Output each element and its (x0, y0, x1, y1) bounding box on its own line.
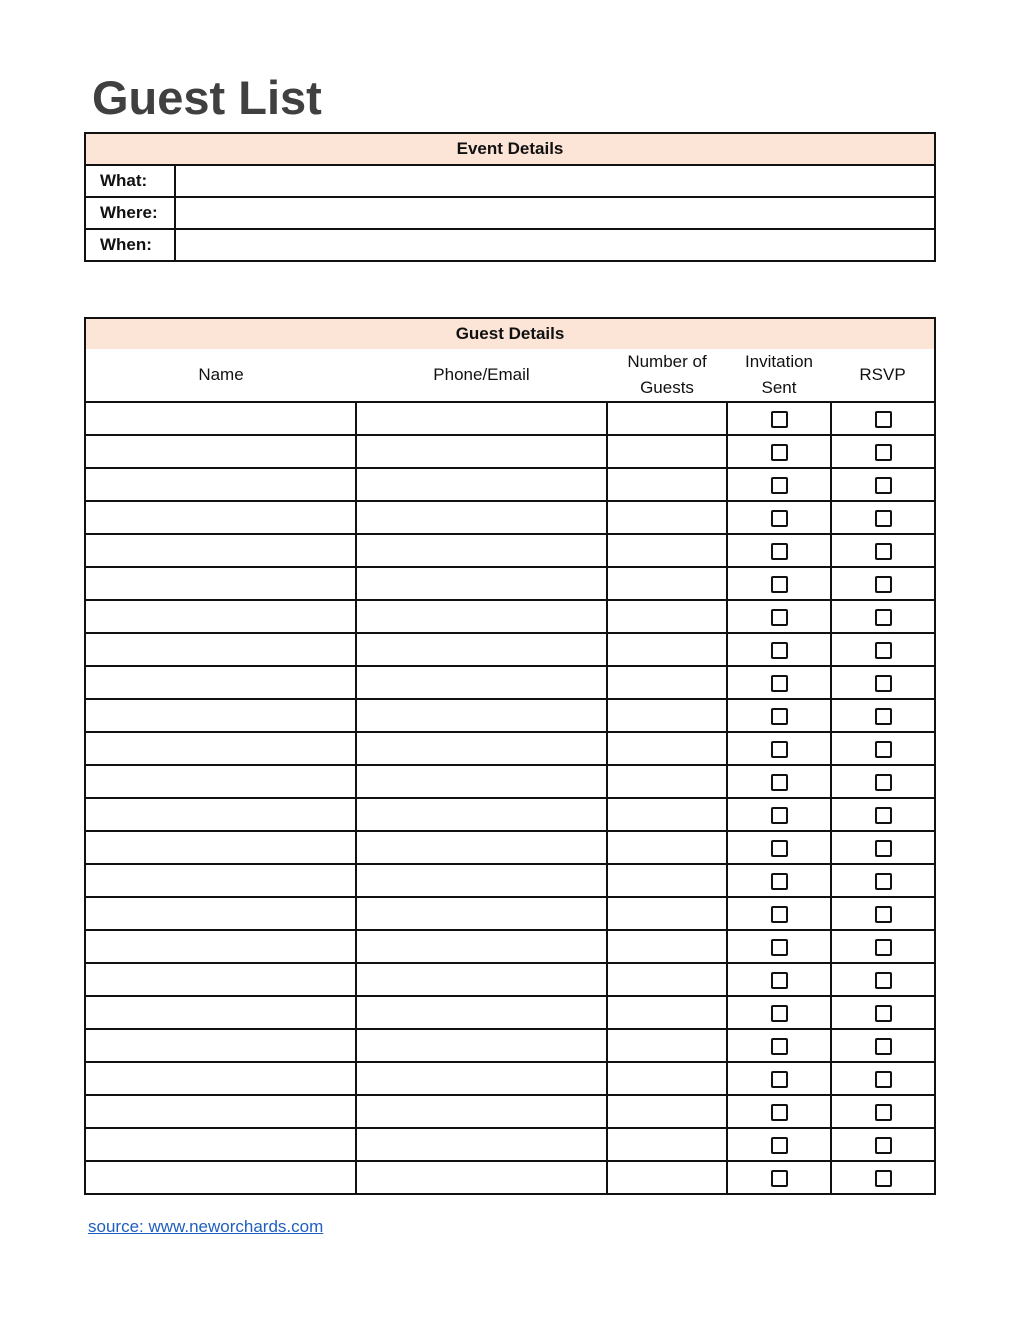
guest-contact-cell[interactable] (356, 1095, 607, 1128)
table-row (85, 435, 935, 468)
invitation-sent-checkbox[interactable] (771, 873, 788, 890)
column-header-guest-count-line1: Number of (627, 352, 707, 371)
guest-contact-cell[interactable] (356, 435, 607, 468)
guest-count-cell[interactable] (607, 501, 727, 534)
guest-count-cell[interactable] (607, 864, 727, 897)
rsvp-checkbox[interactable] (875, 774, 892, 791)
guest-count-cell[interactable] (607, 798, 727, 831)
rsvp-checkbox[interactable] (875, 642, 892, 659)
rsvp-cell (831, 468, 935, 501)
guest-count-cell[interactable] (607, 1062, 727, 1095)
invitation-sent-cell (727, 501, 831, 534)
rsvp-checkbox[interactable] (875, 972, 892, 989)
rsvp-cell (831, 1095, 935, 1128)
guest-contact-cell[interactable] (356, 864, 607, 897)
guest-count-cell[interactable] (607, 930, 727, 963)
guest-count-cell[interactable] (607, 1161, 727, 1194)
invitation-sent-cell (727, 798, 831, 831)
table-row (85, 765, 935, 798)
where-label: Where: (85, 197, 175, 229)
rsvp-cell (831, 402, 935, 435)
rsvp-cell (831, 897, 935, 930)
invitation-sent-checkbox[interactable] (771, 477, 788, 494)
invitation-sent-checkbox[interactable] (771, 807, 788, 824)
guest-count-cell[interactable] (607, 633, 727, 666)
rsvp-checkbox[interactable] (875, 543, 892, 560)
table-row (85, 666, 935, 699)
table-row (85, 1095, 935, 1128)
rsvp-checkbox[interactable] (875, 675, 892, 692)
invitation-sent-checkbox[interactable] (771, 972, 788, 989)
rsvp-checkbox[interactable] (875, 411, 892, 428)
invitation-sent-cell (727, 633, 831, 666)
invitation-sent-cell (727, 1095, 831, 1128)
rsvp-cell (831, 1029, 935, 1062)
guest-contact-cell[interactable] (356, 1161, 607, 1194)
guest-contact-cell[interactable] (356, 468, 607, 501)
rsvp-cell (831, 765, 935, 798)
column-header-contact (356, 349, 607, 402)
rsvp-cell (831, 666, 935, 699)
guest-name-cell[interactable] (85, 402, 356, 435)
invitation-sent-cell (727, 897, 831, 930)
guest-contact-cell[interactable] (356, 1062, 607, 1095)
rsvp-cell (831, 996, 935, 1029)
invitation-sent-cell (727, 765, 831, 798)
table-row (85, 633, 935, 666)
guest-name-cell[interactable] (85, 1029, 356, 1062)
guest-name-cell[interactable] (85, 1095, 356, 1128)
guest-name-cell[interactable] (85, 1128, 356, 1161)
rsvp-cell (831, 1062, 935, 1095)
guest-details-table (84, 317, 936, 1195)
invitation-sent-checkbox[interactable] (771, 543, 788, 560)
column-header-invitation-sent (727, 349, 831, 402)
guest-count-cell[interactable] (607, 732, 727, 765)
guest-count-cell[interactable] (607, 567, 727, 600)
guest-name-cell[interactable] (85, 435, 356, 468)
guest-name-cell[interactable] (85, 798, 356, 831)
guest-contact-cell[interactable] (356, 798, 607, 831)
rsvp-cell (831, 699, 935, 732)
rsvp-checkbox[interactable] (875, 840, 892, 857)
table-row (85, 930, 935, 963)
rsvp-cell (831, 435, 935, 468)
page-title: Guest List (92, 71, 322, 124)
invitation-sent-checkbox[interactable] (771, 741, 788, 758)
invitation-sent-cell (727, 402, 831, 435)
invitation-sent-checkbox[interactable] (771, 1071, 788, 1088)
rsvp-checkbox[interactable] (875, 807, 892, 824)
rsvp-cell (831, 600, 935, 633)
guest-count-cell[interactable] (607, 897, 727, 930)
invitation-sent-checkbox[interactable] (771, 444, 788, 461)
guest-count-cell[interactable] (607, 765, 727, 798)
source-link[interactable]: source: www.neworchards.com (88, 1217, 324, 1236)
guest-contact-cell[interactable] (356, 666, 607, 699)
invitation-sent-cell (727, 1128, 831, 1161)
rsvp-checkbox[interactable] (875, 1137, 892, 1154)
where-field[interactable] (175, 197, 935, 229)
table-row (85, 1062, 935, 1095)
invitation-sent-checkbox[interactable] (771, 510, 788, 527)
rsvp-cell (831, 798, 935, 831)
invitation-sent-cell (727, 1029, 831, 1062)
guest-name-cell[interactable] (85, 765, 356, 798)
guest-contact-cell[interactable] (356, 963, 607, 996)
rsvp-cell (831, 1161, 935, 1194)
rsvp-checkbox[interactable] (875, 873, 892, 890)
rsvp-cell (831, 732, 935, 765)
guest-name-cell[interactable] (85, 963, 356, 996)
rsvp-checkbox[interactable] (875, 576, 892, 593)
column-header-guest-count (607, 349, 727, 402)
table-row (85, 501, 935, 534)
table-row (85, 402, 935, 435)
table-row (85, 1128, 935, 1161)
guest-contact-cell[interactable] (356, 567, 607, 600)
guest-contact-cell[interactable] (356, 1029, 607, 1062)
invitation-sent-cell (727, 1161, 831, 1194)
guest-contact-cell[interactable] (356, 534, 607, 567)
guest-count-cell[interactable] (607, 666, 727, 699)
column-header-rsvp (831, 349, 935, 402)
guest-details-header: Guest Details (85, 318, 935, 349)
rsvp-checkbox[interactable] (875, 609, 892, 626)
invitation-sent-checkbox[interactable] (771, 1038, 788, 1055)
invitation-sent-checkbox[interactable] (771, 1137, 788, 1154)
invitation-sent-cell (727, 996, 831, 1029)
rsvp-checkbox[interactable] (875, 939, 892, 956)
column-header-name-line1: Name (198, 365, 244, 384)
table-row (85, 732, 935, 765)
guest-name-cell[interactable] (85, 831, 356, 864)
invitation-sent-checkbox[interactable] (771, 708, 788, 725)
table-row (85, 897, 935, 930)
guest-count-cell[interactable] (607, 996, 727, 1029)
rsvp-cell (831, 1128, 935, 1161)
invitation-sent-checkbox[interactable] (771, 774, 788, 791)
invitation-sent-checkbox[interactable] (771, 1170, 788, 1187)
guest-count-cell[interactable] (607, 699, 727, 732)
when-label: When: (85, 229, 175, 261)
guest-name-cell[interactable] (85, 1161, 356, 1194)
invitation-sent-checkbox[interactable] (771, 840, 788, 857)
table-row (85, 534, 935, 567)
invitation-sent-cell (727, 864, 831, 897)
invitation-sent-checkbox[interactable] (771, 576, 788, 593)
table-row (85, 1029, 935, 1062)
column-header-contact-line1: Phone/Email (433, 365, 530, 384)
invitation-sent-checkbox[interactable] (771, 939, 788, 956)
guest-count-cell[interactable] (607, 435, 727, 468)
table-row (85, 1161, 935, 1194)
guest-name-cell[interactable] (85, 633, 356, 666)
when-field[interactable] (175, 229, 935, 261)
invitation-sent-checkbox[interactable] (771, 1005, 788, 1022)
invitation-sent-cell (727, 699, 831, 732)
table-row (85, 798, 935, 831)
invitation-sent-cell (727, 600, 831, 633)
guest-count-cell[interactable] (607, 1095, 727, 1128)
guest-name-cell[interactable] (85, 897, 356, 930)
invitation-sent-checkbox[interactable] (771, 411, 788, 428)
guest-count-cell[interactable] (607, 1128, 727, 1161)
invitation-sent-cell (727, 1062, 831, 1095)
invitation-sent-checkbox[interactable] (771, 1104, 788, 1121)
guest-name-cell[interactable] (85, 567, 356, 600)
guest-count-cell[interactable] (607, 1029, 727, 1062)
guest-count-cell[interactable] (607, 402, 727, 435)
guest-name-cell[interactable] (85, 468, 356, 501)
rsvp-checkbox[interactable] (875, 1071, 892, 1088)
rsvp-checkbox[interactable] (875, 510, 892, 527)
invitation-sent-cell (727, 930, 831, 963)
rsvp-checkbox[interactable] (875, 741, 892, 758)
rsvp-checkbox[interactable] (875, 1104, 892, 1121)
guest-contact-cell[interactable] (356, 732, 607, 765)
column-header-name (85, 349, 356, 402)
guest-count-cell[interactable] (607, 600, 727, 633)
rsvp-cell (831, 567, 935, 600)
table-row (85, 831, 935, 864)
guest-contact-cell[interactable] (356, 600, 607, 633)
rsvp-cell (831, 831, 935, 864)
event-details-table (84, 132, 936, 262)
guest-name-cell[interactable] (85, 501, 356, 534)
rsvp-cell (831, 864, 935, 897)
invitation-sent-cell (727, 963, 831, 996)
table-row (85, 699, 935, 732)
guest-name-cell[interactable] (85, 699, 356, 732)
guest-contact-cell[interactable] (356, 501, 607, 534)
what-field[interactable] (175, 165, 935, 197)
table-row (85, 468, 935, 501)
guest-count-cell[interactable] (607, 468, 727, 501)
guest-count-cell[interactable] (607, 534, 727, 567)
guest-contact-cell[interactable] (356, 402, 607, 435)
rsvp-checkbox[interactable] (875, 1170, 892, 1187)
rsvp-cell (831, 633, 935, 666)
column-header-guest-count-line2: Guests (640, 378, 694, 397)
rsvp-checkbox[interactable] (875, 477, 892, 494)
guest-contact-cell[interactable] (356, 1128, 607, 1161)
guest-rows (85, 402, 935, 1194)
rsvp-checkbox[interactable] (875, 906, 892, 923)
invitation-sent-cell (727, 666, 831, 699)
invitation-sent-cell (727, 468, 831, 501)
invitation-sent-cell (727, 732, 831, 765)
guest-name-cell[interactable] (85, 996, 356, 1029)
rsvp-checkbox[interactable] (875, 444, 892, 461)
rsvp-cell (831, 501, 935, 534)
rsvp-checkbox[interactable] (875, 708, 892, 725)
rsvp-cell (831, 963, 935, 996)
guest-name-cell[interactable] (85, 1062, 356, 1095)
column-header-invitation-sent-line2: Sent (761, 378, 797, 397)
guest-name-cell[interactable] (85, 930, 356, 963)
table-row (85, 996, 935, 1029)
rsvp-cell (831, 534, 935, 567)
invitation-sent-checkbox[interactable] (771, 642, 788, 659)
guest-count-cell[interactable] (607, 831, 727, 864)
invitation-sent-cell (727, 831, 831, 864)
guest-count-cell[interactable] (607, 963, 727, 996)
table-row (85, 600, 935, 633)
guest-contact-cell[interactable] (356, 633, 607, 666)
table-row (85, 963, 935, 996)
event-details-header: Event Details (85, 133, 935, 165)
rsvp-cell (831, 930, 935, 963)
column-header-rsvp-line1: RSVP (859, 365, 906, 384)
what-label: What: (85, 165, 175, 197)
guest-contact-cell[interactable] (356, 996, 607, 1029)
guest-name-cell[interactable] (85, 666, 356, 699)
guest-contact-cell[interactable] (356, 930, 607, 963)
invitation-sent-cell (727, 567, 831, 600)
guest-contact-cell[interactable] (356, 897, 607, 930)
invitation-sent-checkbox[interactable] (771, 609, 788, 626)
guest-contact-cell[interactable] (356, 699, 607, 732)
rsvp-checkbox[interactable] (875, 1005, 892, 1022)
guest-contact-cell[interactable] (356, 831, 607, 864)
guest-name-cell[interactable] (85, 864, 356, 897)
column-header-invitation-sent-line1: Invitation (744, 352, 814, 371)
rsvp-checkbox[interactable] (875, 1038, 892, 1055)
table-row (85, 567, 935, 600)
invitation-sent-cell (727, 534, 831, 567)
invitation-sent-checkbox[interactable] (771, 675, 788, 692)
invitation-sent-cell (727, 435, 831, 468)
table-row (85, 864, 935, 897)
guest-name-cell[interactable] (85, 534, 356, 567)
guest-name-cell[interactable] (85, 600, 356, 633)
invitation-sent-checkbox[interactable] (771, 906, 788, 923)
guest-contact-cell[interactable] (356, 765, 607, 798)
guest-name-cell[interactable] (85, 732, 356, 765)
